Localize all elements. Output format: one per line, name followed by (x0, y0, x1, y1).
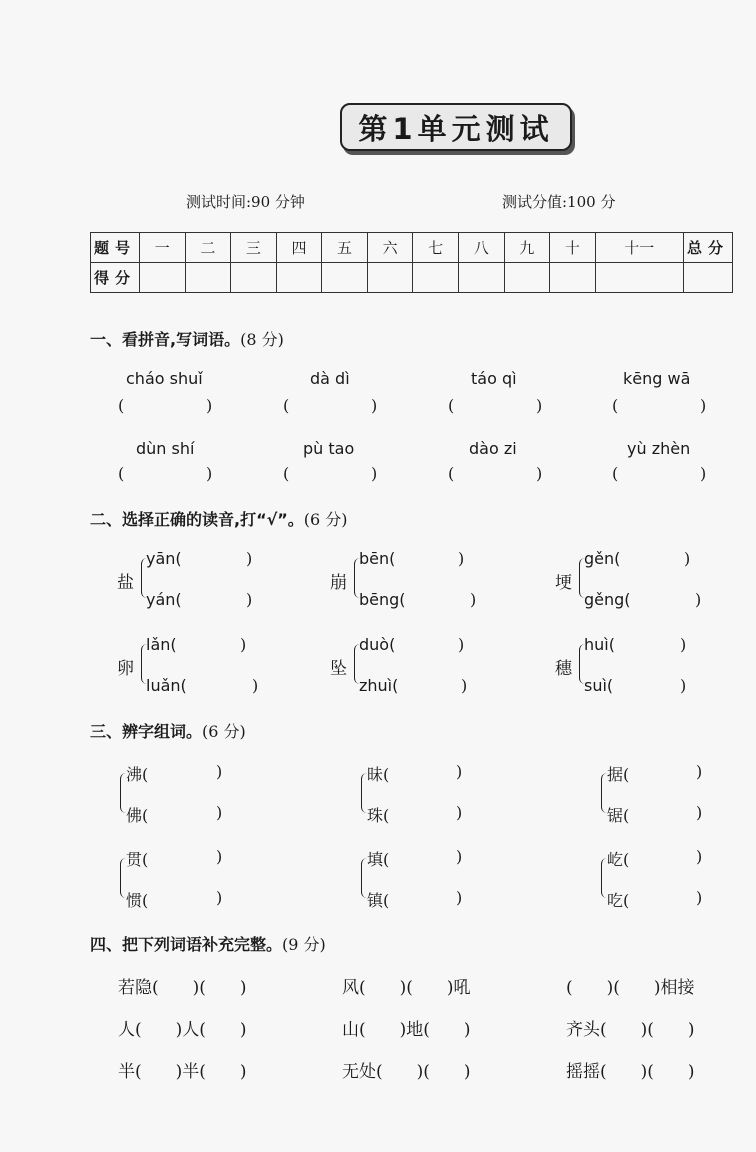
section-4-heading (90, 932, 326, 955)
column-2: 二 (185, 233, 231, 263)
pinyin-option[interactable]: luǎn( (146, 676, 187, 695)
idiom-item[interactable]: 无处( )( ) (342, 1062, 471, 1082)
score-label: 得分 (91, 263, 140, 293)
score-cell[interactable] (140, 263, 186, 293)
word-char[interactable]: 珠( (367, 806, 390, 825)
word-char[interactable]: 惯( (126, 891, 149, 910)
test-time: 测试时间:90 分钟 (186, 193, 305, 211)
idiom-item[interactable]: ( )( )相接 (566, 978, 695, 998)
score-cell[interactable] (231, 263, 277, 293)
option-close: ) (680, 676, 687, 695)
score-table (90, 232, 733, 293)
answer-blank-5-close: ) (206, 464, 213, 483)
idiom-item[interactable]: 齐头( )( ) (566, 1020, 695, 1040)
pinyin-4: kēng wā (623, 369, 691, 388)
word-char[interactable]: 填( (367, 850, 390, 869)
answer-blank-6[interactable]: ( (283, 464, 290, 483)
word-char[interactable]: 沸( (126, 765, 149, 784)
word-char[interactable]: 昧( (367, 765, 390, 784)
word-char[interactable]: 据( (607, 765, 630, 784)
pinyin-option[interactable]: huì( (584, 635, 615, 654)
pinyin-option[interactable]: bēn( (359, 549, 396, 568)
answer-blank-1-close: ) (206, 396, 213, 415)
pinyin-5: dùn shí (136, 439, 195, 458)
word-char[interactable]: 锯( (607, 806, 630, 825)
option-close: ) (695, 590, 702, 609)
option-close: ) (461, 676, 468, 695)
score-cell[interactable] (185, 263, 231, 293)
section-2-score: (6 分) (303, 510, 348, 529)
answer-blank-4[interactable]: ( (612, 396, 619, 415)
option-close: ) (684, 549, 691, 568)
choice-char: 坠 (330, 659, 347, 679)
answer-blank-2-close: ) (371, 396, 378, 415)
score-cell[interactable] (550, 263, 596, 293)
pinyin-option[interactable]: lǎn( (146, 635, 177, 654)
pinyin-option[interactable]: duò( (359, 635, 396, 654)
answer-blank-5[interactable]: ( (118, 464, 125, 483)
word-close: ) (216, 762, 223, 781)
column-11: 十一 (595, 233, 683, 263)
word-close: ) (456, 888, 463, 907)
pinyin-option[interactable]: bēng( (359, 590, 406, 609)
pinyin-option[interactable]: zhuì( (359, 676, 399, 695)
column-1: 一 (140, 233, 186, 263)
column-8: 八 (458, 233, 504, 263)
answer-blank-6-close: ) (371, 464, 378, 483)
section-1-heading (90, 327, 284, 350)
score-table-score-row (91, 263, 733, 293)
word-close: ) (696, 803, 703, 822)
word-char[interactable]: 镇( (367, 891, 390, 910)
score-cell[interactable] (276, 263, 322, 293)
answer-blank-2[interactable]: ( (283, 396, 290, 415)
word-close: ) (456, 847, 463, 866)
option-close: ) (240, 635, 247, 654)
option-close: ) (470, 590, 477, 609)
score-cell[interactable] (595, 263, 683, 293)
score-cell[interactable] (322, 263, 368, 293)
word-char[interactable]: 屹( (607, 850, 630, 869)
pinyin-2: dà dì (310, 369, 350, 388)
section-1-score: (8 分) (240, 330, 284, 349)
option-close: ) (458, 635, 465, 654)
section-2-heading (90, 507, 348, 530)
pinyin-option[interactable]: gěng( (584, 590, 631, 609)
word-close: ) (696, 847, 703, 866)
score-cell[interactable] (504, 263, 550, 293)
test-score-value: 测试分值:100 分 (502, 193, 616, 211)
section-1-title: 一、看拼音,写词语。 (90, 330, 241, 349)
page-title: 第1单元测试 (340, 103, 572, 151)
pinyin-option[interactable]: yān( (146, 549, 182, 568)
word-char[interactable]: 吃( (607, 891, 630, 910)
choice-char: 崩 (330, 573, 347, 593)
answer-blank-8-close: ) (700, 464, 707, 483)
section-4-score: (9 分) (282, 935, 326, 954)
idiom-item[interactable]: 若隐( )( ) (118, 978, 247, 998)
choice-char: 盐 (117, 573, 134, 593)
choice-char: 卵 (117, 659, 134, 679)
word-close: ) (696, 762, 703, 781)
pinyin-option[interactable]: suì( (584, 676, 614, 695)
column-10: 十 (550, 233, 596, 263)
column-4: 四 (276, 233, 322, 263)
score-cell[interactable] (413, 263, 459, 293)
answer-blank-3[interactable]: ( (448, 396, 455, 415)
idiom-item[interactable]: 山( )地( ) (342, 1020, 471, 1040)
option-close: ) (246, 549, 253, 568)
pinyin-3: táo qì (471, 369, 517, 388)
word-close: ) (456, 762, 463, 781)
total-label: 总分 (684, 233, 733, 263)
section-3-heading (90, 719, 246, 742)
score-cell[interactable] (684, 263, 733, 293)
pinyin-1: cháo shuǐ (126, 369, 203, 388)
option-close: ) (680, 635, 687, 654)
pinyin-option[interactable]: gěn( (584, 549, 621, 568)
idiom-item[interactable]: 人( )人( ) (118, 1020, 247, 1040)
column-6: 六 (367, 233, 413, 263)
score-cell[interactable] (367, 263, 413, 293)
column-5: 五 (322, 233, 368, 263)
section-3-title: 三、辨字组词。 (90, 722, 203, 741)
section-2-title: 二、选择正确的读音,打“√”。 (90, 510, 304, 529)
pinyin-7: dào zi (469, 439, 517, 458)
pinyin-option[interactable]: yán( (146, 590, 182, 609)
section-4-title: 四、把下列词语补充完整。 (90, 935, 283, 954)
score-table-header-row (91, 233, 733, 263)
question-number-label: 题号 (91, 233, 140, 263)
column-3: 三 (231, 233, 277, 263)
column-7: 七 (413, 233, 459, 263)
answer-blank-4-close: ) (700, 396, 707, 415)
idiom-item[interactable]: 摇摇( )( ) (566, 1062, 695, 1082)
word-close: ) (216, 803, 223, 822)
answer-blank-7[interactable]: ( (448, 464, 455, 483)
option-close: ) (252, 676, 259, 695)
word-char[interactable]: 佛( (126, 806, 149, 825)
word-close: ) (216, 847, 223, 866)
score-cell[interactable] (458, 263, 504, 293)
word-char[interactable]: 贯( (126, 850, 149, 869)
word-close: ) (696, 888, 703, 907)
answer-blank-7-close: ) (536, 464, 543, 483)
idiom-item[interactable]: 半( )半( ) (118, 1062, 247, 1082)
option-close: ) (246, 590, 253, 609)
section-3-score: (6 分) (202, 722, 246, 741)
choice-char: 穗 (555, 659, 572, 679)
answer-blank-1[interactable]: ( (118, 396, 125, 415)
pinyin-6: pù tao (303, 439, 355, 458)
word-close: ) (456, 803, 463, 822)
answer-blank-3-close: ) (536, 396, 543, 415)
column-9: 九 (504, 233, 550, 263)
answer-blank-8[interactable]: ( (612, 464, 619, 483)
option-close: ) (458, 549, 465, 568)
pinyin-8: yù zhèn (627, 439, 691, 458)
idiom-item[interactable]: 风( )( )吼 (342, 978, 471, 998)
word-close: ) (216, 888, 223, 907)
choice-char: 埂 (555, 573, 572, 593)
